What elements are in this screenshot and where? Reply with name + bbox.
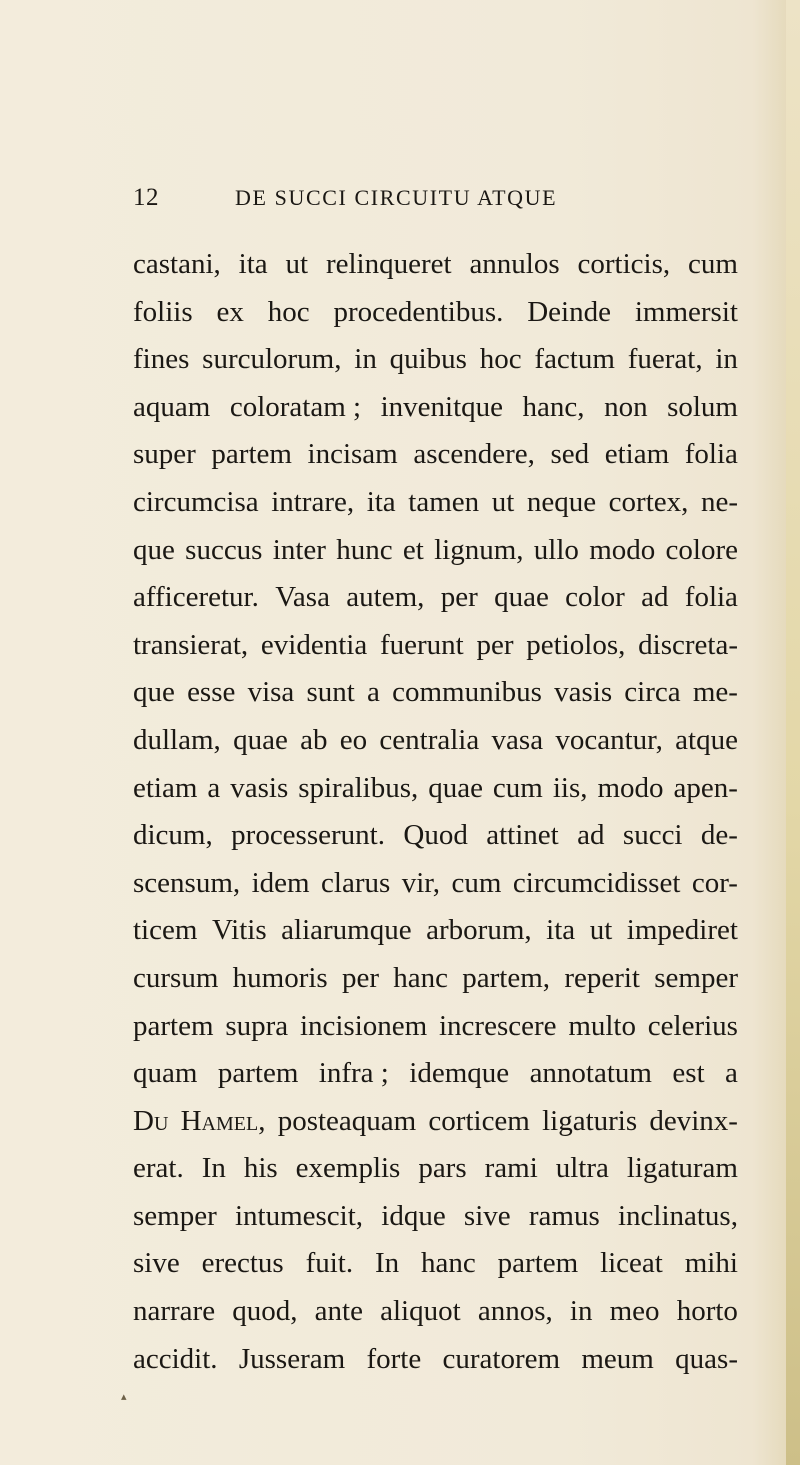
word: est: [672, 1057, 705, 1090]
word: annulos: [469, 248, 560, 280]
word: ita: [238, 248, 268, 280]
text-line: [133, 480, 738, 528]
word: per: [440, 581, 478, 614]
text-line: [133, 290, 738, 338]
ink-speck: ▴: [121, 1391, 127, 1403]
word: succus: [185, 533, 263, 566]
word: erat.: [133, 1152, 184, 1185]
word: vocantur,: [555, 723, 663, 756]
word: invenitque: [380, 390, 504, 423]
text-line: [133, 242, 738, 290]
word: multo: [568, 1009, 636, 1042]
word: modo: [597, 771, 664, 804]
word: quod,: [232, 1295, 298, 1328]
text-line: [133, 861, 738, 909]
word: cum: [492, 771, 543, 804]
word: exemplis: [295, 1152, 401, 1185]
word: afficeretur.: [133, 581, 259, 614]
word: hanc: [421, 1247, 476, 1280]
word: accidit.: [133, 1342, 218, 1375]
word: et: [402, 533, 424, 566]
word: sive: [463, 1199, 511, 1232]
text-line: [133, 718, 738, 766]
word: petiolos,: [526, 628, 626, 661]
word: quibus: [389, 343, 467, 376]
word: que: [133, 533, 175, 566]
word: me-: [692, 676, 738, 709]
word: esse: [187, 676, 236, 709]
running-head: [0, 183, 800, 213]
word: circumcisa: [133, 485, 259, 518]
word: coloratam ;: [229, 390, 362, 423]
word: vasis: [554, 676, 613, 709]
text-line: [133, 575, 738, 623]
word: quae: [428, 771, 483, 804]
word: centralia: [379, 723, 480, 756]
word: scensum,: [133, 866, 241, 899]
word: arborum,: [426, 914, 532, 947]
word: ramus: [528, 1199, 600, 1232]
running-head-title: DE SUCCI CIRCUITU ATQUE: [235, 185, 558, 210]
word: ita: [546, 914, 576, 947]
word: fuit.: [305, 1247, 354, 1280]
word: liceat: [600, 1247, 663, 1280]
word: fines: [133, 343, 190, 376]
word: increscere: [439, 1009, 557, 1042]
word: relinqueret: [325, 248, 452, 280]
word: intumescit,: [234, 1199, 364, 1232]
text-line: [133, 385, 738, 433]
word: etiam: [604, 438, 670, 471]
word: ne-: [700, 485, 738, 518]
word: In: [375, 1247, 400, 1280]
word: ullo: [533, 533, 579, 566]
text-line: [133, 337, 738, 385]
word: in: [715, 343, 738, 376]
body-text: [133, 242, 738, 1384]
word: quas-: [675, 1342, 738, 1375]
text-line: [133, 908, 738, 956]
word: partem,: [462, 961, 551, 994]
word: dullam,: [133, 723, 221, 756]
word: cor-: [691, 866, 738, 899]
word: cursum: [133, 961, 219, 994]
word: iis,: [552, 771, 588, 804]
word: ita: [366, 485, 396, 518]
word: colore: [665, 533, 738, 566]
word: fuerunt: [379, 628, 464, 661]
text-line: [133, 1099, 738, 1147]
word: processerunt.: [231, 819, 385, 852]
word: ad: [577, 819, 605, 852]
word: in: [354, 343, 377, 376]
text-line: [133, 813, 738, 861]
word: posteaquam: [277, 1104, 417, 1137]
word: celerius: [647, 1009, 738, 1042]
word: humoris: [232, 961, 328, 994]
author-name-word: Hamel,: [180, 1104, 266, 1137]
word: circa: [624, 676, 681, 709]
word: impediret: [626, 914, 738, 947]
text-line: [133, 432, 738, 480]
word: vir,: [401, 866, 441, 899]
word: quae: [233, 723, 288, 756]
word: folia: [684, 581, 738, 614]
word: vasa: [491, 723, 544, 756]
word: clarus: [321, 866, 391, 899]
word: aliquot: [380, 1295, 461, 1328]
text-line: [133, 670, 738, 718]
word: his: [243, 1152, 278, 1185]
word: sive: [133, 1247, 180, 1280]
word: color: [565, 581, 625, 614]
word: ante: [314, 1295, 363, 1328]
word: attinet: [486, 819, 559, 852]
word: hoc: [479, 343, 522, 376]
word: idque: [381, 1199, 446, 1232]
word: tamen: [408, 485, 480, 518]
text-line: [133, 1194, 738, 1242]
word: apen-: [673, 771, 738, 804]
word: horto: [676, 1295, 738, 1328]
word: Vasa: [275, 581, 330, 614]
word: transierat,: [133, 628, 249, 661]
word: hanc,: [522, 390, 585, 423]
word: folia: [684, 438, 738, 471]
word: factum: [534, 343, 615, 376]
word: visa: [247, 676, 295, 709]
word: per: [476, 628, 514, 661]
word: ligaturam: [626, 1152, 738, 1185]
text-line: [133, 1241, 738, 1289]
word: inter: [272, 533, 326, 566]
word: a: [725, 1057, 738, 1090]
word: devinx-: [649, 1104, 738, 1137]
word: surculorum,: [202, 343, 342, 376]
word: partem: [211, 438, 292, 471]
word: neque: [526, 485, 597, 518]
word: reperit: [564, 961, 640, 994]
word: ut: [285, 248, 309, 280]
word: eo: [339, 723, 368, 756]
word: partem: [497, 1247, 579, 1280]
word: castani,: [133, 248, 221, 280]
text-line: [133, 1146, 738, 1194]
word: sed: [550, 438, 590, 471]
word: ligaturis: [542, 1104, 638, 1137]
word: inclinatus,: [617, 1199, 738, 1232]
word: narrare: [133, 1295, 216, 1328]
word: spiralibus,: [298, 771, 419, 804]
word: hoc: [267, 295, 310, 328]
word: ut: [589, 914, 613, 947]
word: fuerat,: [627, 343, 703, 376]
word: aliarumque: [281, 914, 412, 947]
word: ad: [641, 581, 669, 614]
word: semper: [654, 961, 738, 994]
word: quam: [133, 1057, 198, 1090]
word: ut: [491, 485, 515, 518]
word: corticis,: [577, 248, 671, 280]
text-line: [133, 623, 738, 671]
text-line: [133, 1289, 738, 1337]
word: corticem: [428, 1104, 530, 1137]
word: rami: [484, 1152, 538, 1185]
text-line: [133, 1051, 738, 1099]
word: ab: [300, 723, 328, 756]
word: idem: [251, 866, 310, 899]
word: erectus: [201, 1247, 284, 1280]
text-line: [133, 1004, 738, 1052]
word: supra: [225, 1009, 289, 1042]
word: a: [207, 771, 221, 804]
word: forte: [366, 1342, 422, 1375]
word: atque: [675, 723, 738, 756]
word: cortex,: [608, 485, 689, 518]
word: hanc: [393, 961, 449, 994]
word: sunt: [306, 676, 355, 709]
word: semper: [133, 1199, 217, 1232]
word: lignum,: [434, 533, 524, 566]
word: meo: [609, 1295, 660, 1328]
word: ex: [216, 295, 244, 328]
word: autem,: [346, 581, 425, 614]
text-line: [133, 766, 738, 814]
word: annos,: [477, 1295, 553, 1328]
word: cum: [451, 866, 502, 899]
word: vasis: [230, 771, 289, 804]
word: immersit: [634, 295, 738, 328]
word: cum: [688, 248, 738, 280]
word: incisionem: [299, 1009, 428, 1042]
word: modo: [589, 533, 656, 566]
word: quae: [494, 581, 549, 614]
word: super: [133, 438, 196, 471]
author-name-word: Du: [133, 1104, 169, 1137]
word: ultra: [555, 1152, 609, 1185]
text-line: [133, 956, 738, 1004]
text-line: [133, 528, 738, 576]
word: ticem: [133, 914, 198, 947]
page-edge: [786, 0, 800, 1465]
word: meum: [581, 1342, 654, 1375]
word: in: [569, 1295, 593, 1328]
word: circumcidisset: [512, 866, 681, 899]
word: infra ;: [318, 1057, 389, 1090]
word: mihi: [684, 1247, 738, 1280]
word: idemque: [409, 1057, 510, 1090]
word: dicum,: [133, 819, 213, 852]
word: annotatum: [529, 1057, 652, 1090]
word: Quod: [403, 819, 468, 852]
word: pars: [418, 1152, 467, 1185]
word: partem: [217, 1057, 299, 1090]
word: aquam: [133, 390, 211, 423]
word: hunc: [336, 533, 393, 566]
word: solum: [667, 390, 738, 423]
word: foliis: [133, 295, 193, 328]
page-number: 12: [133, 184, 159, 211]
text-line: [133, 1337, 738, 1385]
word: etiam: [133, 771, 198, 804]
word: Deinde: [527, 295, 611, 328]
word: In: [201, 1152, 226, 1185]
word: per: [341, 961, 379, 994]
word: de-: [700, 819, 738, 852]
word: succi: [622, 819, 683, 852]
word: ascendere,: [413, 438, 535, 471]
word: Vitis: [211, 914, 267, 947]
word: que: [133, 676, 175, 709]
word: discreta-: [638, 628, 738, 661]
word: curatorem: [442, 1342, 561, 1375]
word: non: [604, 390, 648, 423]
word: evidentia: [260, 628, 368, 661]
word: procedentibus.: [333, 295, 504, 328]
word: incisam: [307, 438, 398, 471]
word: a: [367, 676, 380, 709]
word: Jusseram: [238, 1342, 346, 1375]
word: communibus: [392, 676, 542, 709]
word: intrare,: [271, 485, 355, 518]
word: partem: [133, 1009, 214, 1042]
